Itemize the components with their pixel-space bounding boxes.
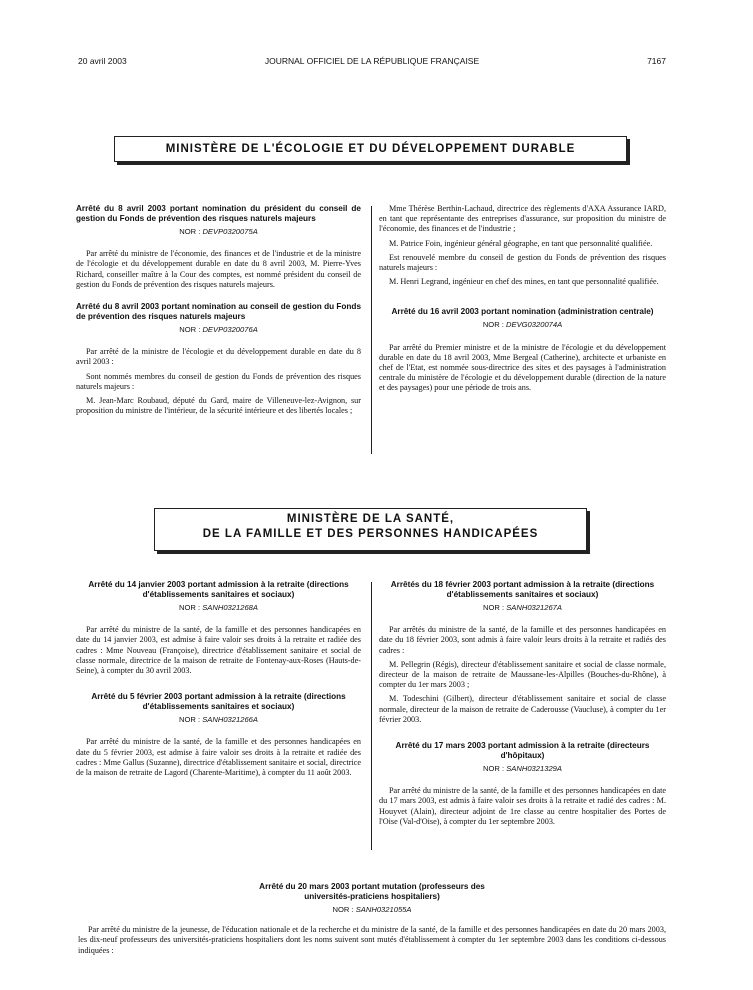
article-title: Arrêté du 14 janvier 2003 portant admission à la retraite (directions d'établissements sanitaires et sociaux) [88, 580, 349, 599]
article-paragraph: M. Todeschini (Gilbert), directeur d'établissement sanitaire et social de classe normale, directeur de la maison de retraite de Caderousse (Vaucluse), à compter du 1er février 2003. [379, 694, 666, 724]
article-paragraph: Par arrêtés du ministre de la santé, de la famille et des personnes handicapées en date du 18 février 2003, sont admis à faire valoir leurs droits à la retraite et radiés des cadres : [379, 625, 666, 655]
article-paragraph: Par arrêté de la ministre de l'écologie et du développement durable en date du 8 avril 2003 : [76, 347, 361, 367]
sante-left-column [76, 580, 361, 782]
article-paragraph: Sont nommés membres du conseil de gestion du Fonds de prévention des risques naturels majeurs : [76, 371, 361, 391]
mutation-article [78, 882, 666, 956]
article-paragraph: Est renouvelé membre du conseil de gestion du Fonds de prévention des risques naturels majeurs : [379, 252, 666, 273]
ministry-sante-title-line1: MINISTÈRE DE LA SANTÉ, [286, 513, 455, 525]
nor-reference: NOR : SANH0321268A [179, 603, 258, 612]
sante-right-column [379, 580, 666, 831]
article-title: Arrêté du 5 février 2003 portant admission à la retraite (directions d'établissements sanitaires et sociaux) [91, 692, 346, 712]
article-paragraph: Par arrêté du ministre de la jeunesse, de l'éducation nationale et de la recherche et du ministre de la santé, de la famille et des personnes handicapées en date du 20 mars 2003, les dix-neuf professeurs des universités-praticiens hospitaliers dont les noms suivent sont mutés d'établissement à compter du 1er septembre 2003 dans les conditions ci-dessous indiquées : [78, 925, 666, 955]
nor-reference: NOR : SANH0321267A [483, 603, 562, 612]
ministry-ecologie-title: MINISTÈRE DE L'ÉCOLOGIE ET DU DÉVELOPPEMENT DURABLE [165, 143, 576, 155]
header-date: 20 avril 2003 [78, 56, 127, 66]
nor-reference: NOR : SANH0321055A [332, 905, 412, 914]
article-paragraph: M. Henri Legrand, ingénieur en chef des mines, en tant que personnalité qualifiée. [389, 277, 659, 287]
article-title: Arrêtés du 18 février 2003 portant admission à la retraite (directions d'établissements sanitaires et sociaux) [390, 580, 655, 599]
nor-reference: NOR : SANH0321329A [483, 764, 562, 774]
article-paragraph: M. Jean-Marc Roubaud, député du Gard, maire de Villeneuve-lez-Avignon, sur proposition du ministre de l'intérieur, de la sécurité intérieure et des libertés locales ; [76, 396, 361, 416]
article-paragraph: Par arrêté du Premier ministre et de la ministre de l'écologie et du développement durable en date du 18 avril 2003, Mme Bergeal (Catherine), architecte et urbaniste en chef de l'Etat, est nommée sous-directrice des sites et des paysages à l'administration centrale du ministère de l'écologie et du développement durable (direction de la nature et des paysages) pour une période de trois ans. [379, 342, 666, 393]
ministry-sante-heading [154, 508, 587, 551]
ministry-sante-title-line2: DE LA FAMILLE ET DES PERSONNES HANDICAPÉES [202, 528, 539, 540]
article-title: Arrêté du 20 mars 2003 portant mutation (professeurs des universités-praticiens hospitaliers) [259, 882, 485, 901]
article-title: Arrêté du 8 avril 2003 portant nomination au conseil de gestion du Fonds de prévention des risques naturels majeurs [76, 302, 361, 322]
article-title: Arrêté du 16 avril 2003 portant nomination (administration centrale) [391, 307, 654, 317]
article-paragraph: Par arrêté du ministre de la santé, de la famille et des personnes handicapées en date du 14 janvier 2003, est admise à faire valoir ses droits à la retraite et radiée des cadres : Mme Nouveau (Françoise), directrice d'établissement sanitaire et social de classe normale, directrice de la maison de retraite de Fontenay-aux-Roses (Hauts-de-Seine), à compter du 30 avril 2003. [76, 625, 361, 676]
article-title: Arrêté du 17 mars 2003 portant admission à la retraite (directeurs d'hôpitaux) [395, 741, 650, 761]
header-page-number: 7167 [647, 56, 666, 66]
article-paragraph: Mme Thérèse Berthin-Lachaud, directrice des règlements d'AXA Assurance IARD, en tant que représentante des entreprises d'assurance, sur proposition du ministre de l'économie, des finances et de l'industrie ; [379, 204, 666, 234]
column-divider [371, 206, 372, 454]
article-paragraph: M. Pellegrin (Régis), directeur d'établissement sanitaire et social de classe normale, directeur de la maison de retraite de Maussane-les-Alpilles (Bouches-du-Rhône), à compter du 1er mars 2003 ; [379, 659, 666, 690]
ecologie-left-column [76, 204, 361, 420]
article-title: Arrêté du 8 avril 2003 portant nomination du président du conseil de gestion du Fonds de prévention des risques naturels majeurs [76, 204, 361, 223]
nor-reference: NOR : DEVP0320075A [179, 227, 258, 236]
ecologie-right-column [379, 204, 666, 398]
nor-reference: NOR : SANH0321266A [179, 715, 258, 725]
header-journal-title: JOURNAL OFFICIEL DE LA RÉPUBLIQUE FRANÇAISE [264, 56, 480, 66]
nor-reference: NOR : DEVP0320076A [179, 325, 258, 335]
article-paragraph: Par arrêté du ministre de l'économie, des finances et de l'industrie et de la ministre de l'écologie et du développement durable en date du 8 avril 2003, M. Pierre-Yves Richard, conseiller maître à la Cour des comptes, est nommé président du conseil de gestion du Fonds de prévention des risques naturels majeurs. [76, 249, 361, 289]
article-paragraph: M. Patrice Foin, ingénieur général géographe, en tant que personnalité qualifiée. [389, 238, 653, 248]
column-divider [371, 582, 372, 850]
article-paragraph: Par arrêté du ministre de la santé, de la famille et des personnes handicapées en date du 17 mars 2003, est admis à faire valoir ses droits à la retraite et radié des cadres : M. Houyvet (Alain), directeur adjoint de 1re classe au centre hospitalier des Portes de l'Oise (Val-d'Oise), à compter du 1er septembre 2003. [379, 786, 666, 826]
nor-reference: NOR : DEVG0320074A [482, 320, 563, 330]
ministry-ecologie-heading [114, 136, 627, 162]
article-paragraph: Par arrêté du ministre de la santé, de la famille et des personnes handicapées en date du 5 février 2003, est admise à faire valoir ses droits à la retraite et radiée des cadres : Mme Gallus (Suzanne), directrice d'établissement sanitaire et social, directrice de la maison de retraite de Lagord (Charente-Maritime), à compter du 11 août 2003. [76, 737, 361, 778]
